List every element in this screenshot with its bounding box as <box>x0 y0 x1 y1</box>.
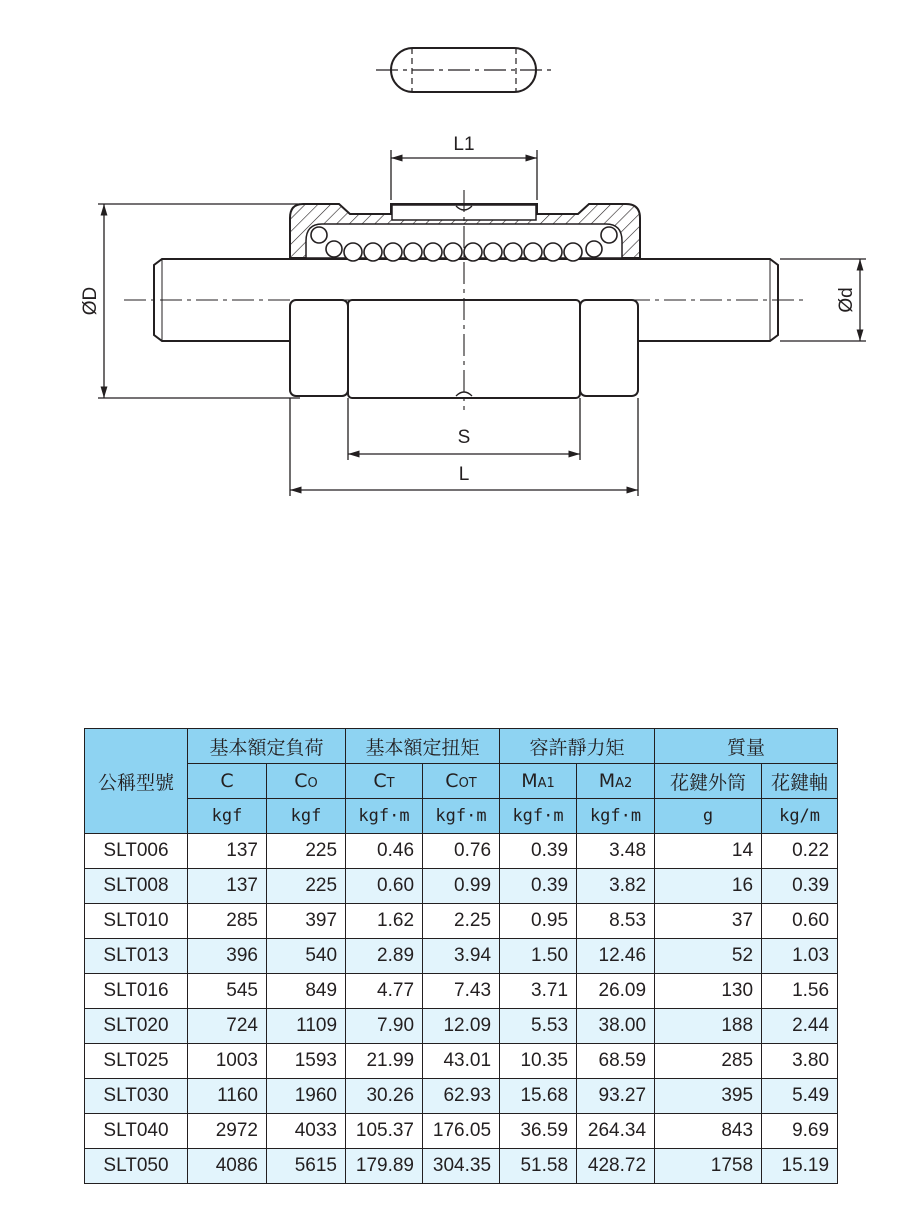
label-id: Ød <box>836 287 857 313</box>
value-cell: 396 <box>188 939 267 974</box>
header-symbol-row <box>85 764 838 799</box>
header-unit-row <box>85 799 838 834</box>
value-cell: 0.99 <box>423 869 500 904</box>
value-cell: 4033 <box>267 1114 346 1149</box>
value-cell: 428.72 <box>577 1149 655 1184</box>
symbol-main: C <box>445 770 459 792</box>
value-cell: 176.05 <box>423 1114 500 1149</box>
value-cell: 0.22 <box>762 834 838 869</box>
value-cell: 4086 <box>188 1149 267 1184</box>
header-symbol <box>500 764 577 799</box>
value-cell: 3.94 <box>423 939 500 974</box>
value-cell: 37 <box>655 904 762 939</box>
spline-nut-drawing <box>0 0 900 520</box>
table-row <box>85 1149 838 1184</box>
value-cell: 8.53 <box>577 904 655 939</box>
symbol-sub: A2 <box>615 776 633 791</box>
value-cell: 43.01 <box>423 1044 500 1079</box>
value-cell: 2.44 <box>762 1009 838 1044</box>
symbol-main: M <box>598 770 616 792</box>
symbol-main: 花鍵外筒 <box>670 771 747 794</box>
value-cell: 10.35 <box>500 1044 577 1079</box>
header-static-moment: 容許靜力矩 <box>500 729 655 764</box>
value-cell: 0.60 <box>762 904 838 939</box>
table-row <box>85 974 838 1009</box>
value-cell: 3.82 <box>577 869 655 904</box>
model-cell: SLT040 <box>85 1114 188 1149</box>
header-unit: kgf·m <box>346 799 423 834</box>
model-cell: SLT020 <box>85 1009 188 1044</box>
model-cell: SLT010 <box>85 904 188 939</box>
value-cell: 264.34 <box>577 1114 655 1149</box>
value-cell: 1960 <box>267 1079 346 1114</box>
label-od: ØD <box>80 286 101 316</box>
value-cell: 0.60 <box>346 869 423 904</box>
value-cell: 1.50 <box>500 939 577 974</box>
value-cell: 395 <box>655 1079 762 1114</box>
table-row <box>85 1114 838 1149</box>
value-cell: 0.76 <box>423 834 500 869</box>
model-cell: SLT030 <box>85 1079 188 1114</box>
value-cell: 137 <box>188 869 267 904</box>
value-cell: 225 <box>267 869 346 904</box>
header-unit: kgf·m <box>500 799 577 834</box>
value-cell: 7.90 <box>346 1009 423 1044</box>
value-cell: 3.48 <box>577 834 655 869</box>
value-cell: 12.09 <box>423 1009 500 1044</box>
value-cell: 26.09 <box>577 974 655 1009</box>
label-s: S <box>457 427 471 448</box>
table-row <box>85 1079 838 1114</box>
model-cell: SLT025 <box>85 1044 188 1079</box>
table-row <box>85 834 838 869</box>
value-cell: 3.71 <box>500 974 577 1009</box>
header-unit: kgf·m <box>577 799 655 834</box>
model-cell: SLT016 <box>85 974 188 1009</box>
symbol-main: C <box>220 770 234 792</box>
value-cell: 7.43 <box>423 974 500 1009</box>
header-symbol <box>655 764 762 799</box>
table-body <box>85 834 838 1184</box>
symbol-main: M <box>521 770 538 792</box>
value-cell: 5.53 <box>500 1009 577 1044</box>
header-basic-torque: 基本額定扭矩 <box>346 729 500 764</box>
value-cell: 16 <box>655 869 762 904</box>
model-cell: SLT050 <box>85 1149 188 1184</box>
symbol-main: 花鍵軸 <box>771 771 829 794</box>
value-cell: 285 <box>188 904 267 939</box>
value-cell: 0.95 <box>500 904 577 939</box>
value-cell: 304.35 <box>423 1149 500 1184</box>
header-mass: 質量 <box>655 729 838 764</box>
value-cell: 12.46 <box>577 939 655 974</box>
value-cell: 1.56 <box>762 974 838 1009</box>
value-cell: 397 <box>267 904 346 939</box>
symbol-sub: O <box>307 776 318 791</box>
value-cell: 545 <box>188 974 267 1009</box>
value-cell: 2.25 <box>423 904 500 939</box>
label-l1: L1 <box>453 134 475 155</box>
spec-table <box>84 728 838 1184</box>
header-symbol <box>346 764 423 799</box>
header-symbol <box>762 764 838 799</box>
value-cell: 5.49 <box>762 1079 838 1114</box>
value-cell: 14 <box>655 834 762 869</box>
table-row <box>85 939 838 974</box>
model-cell: SLT008 <box>85 869 188 904</box>
value-cell: 1.03 <box>762 939 838 974</box>
value-cell: 68.59 <box>577 1044 655 1079</box>
header-unit: kg/m <box>762 799 838 834</box>
header-unit: kgf <box>188 799 267 834</box>
value-cell: 1160 <box>188 1079 267 1114</box>
value-cell: 3.80 <box>762 1044 838 1079</box>
value-cell: 52 <box>655 939 762 974</box>
value-cell: 105.37 <box>346 1114 423 1149</box>
value-cell: 38.00 <box>577 1009 655 1044</box>
value-cell: 843 <box>655 1114 762 1149</box>
value-cell: 2.89 <box>346 939 423 974</box>
value-cell: 179.89 <box>346 1149 423 1184</box>
value-cell: 0.39 <box>500 869 577 904</box>
model-cell: SLT006 <box>85 834 188 869</box>
value-cell: 4.77 <box>346 974 423 1009</box>
header-symbol <box>423 764 500 799</box>
value-cell: 2972 <box>188 1114 267 1149</box>
value-cell: 849 <box>267 974 346 1009</box>
model-cell: SLT013 <box>85 939 188 974</box>
value-cell: 51.58 <box>500 1149 577 1184</box>
header-basic-load: 基本額定負荷 <box>188 729 346 764</box>
value-cell: 540 <box>267 939 346 974</box>
value-cell: 1758 <box>655 1149 762 1184</box>
value-cell: 21.99 <box>346 1044 423 1079</box>
table-row <box>85 1044 838 1079</box>
symbol-sub: T <box>386 776 395 791</box>
table-row <box>85 869 838 904</box>
value-cell: 137 <box>188 834 267 869</box>
value-cell: 5615 <box>267 1149 346 1184</box>
value-cell: 225 <box>267 834 346 869</box>
label-l: L <box>458 464 470 485</box>
value-cell: 1.62 <box>346 904 423 939</box>
header-symbol <box>188 764 267 799</box>
table-row <box>85 1009 838 1044</box>
value-cell: 724 <box>188 1009 267 1044</box>
symbol-main: C <box>294 770 308 792</box>
value-cell: 1109 <box>267 1009 346 1044</box>
header-unit: kgf <box>267 799 346 834</box>
value-cell: 15.19 <box>762 1149 838 1184</box>
symbol-sub: OT <box>458 776 477 791</box>
value-cell: 1593 <box>267 1044 346 1079</box>
value-cell: 93.27 <box>577 1079 655 1114</box>
header-model: 公稱型號 <box>85 729 188 834</box>
value-cell: 130 <box>655 974 762 1009</box>
header-unit: g <box>655 799 762 834</box>
value-cell: 9.69 <box>762 1114 838 1149</box>
symbol-main: C <box>373 770 387 792</box>
value-cell: 0.39 <box>500 834 577 869</box>
table-row <box>85 904 838 939</box>
value-cell: 0.46 <box>346 834 423 869</box>
value-cell: 1003 <box>188 1044 267 1079</box>
header-symbol <box>577 764 655 799</box>
value-cell: 0.39 <box>762 869 838 904</box>
value-cell: 36.59 <box>500 1114 577 1149</box>
value-cell: 62.93 <box>423 1079 500 1114</box>
header-unit: kgf·m <box>423 799 500 834</box>
value-cell: 30.26 <box>346 1079 423 1114</box>
value-cell: 15.68 <box>500 1079 577 1114</box>
key-top-view <box>376 48 552 92</box>
value-cell: 285 <box>655 1044 762 1079</box>
header-symbol <box>267 764 346 799</box>
value-cell: 188 <box>655 1009 762 1044</box>
symbol-sub: A1 <box>537 776 555 791</box>
